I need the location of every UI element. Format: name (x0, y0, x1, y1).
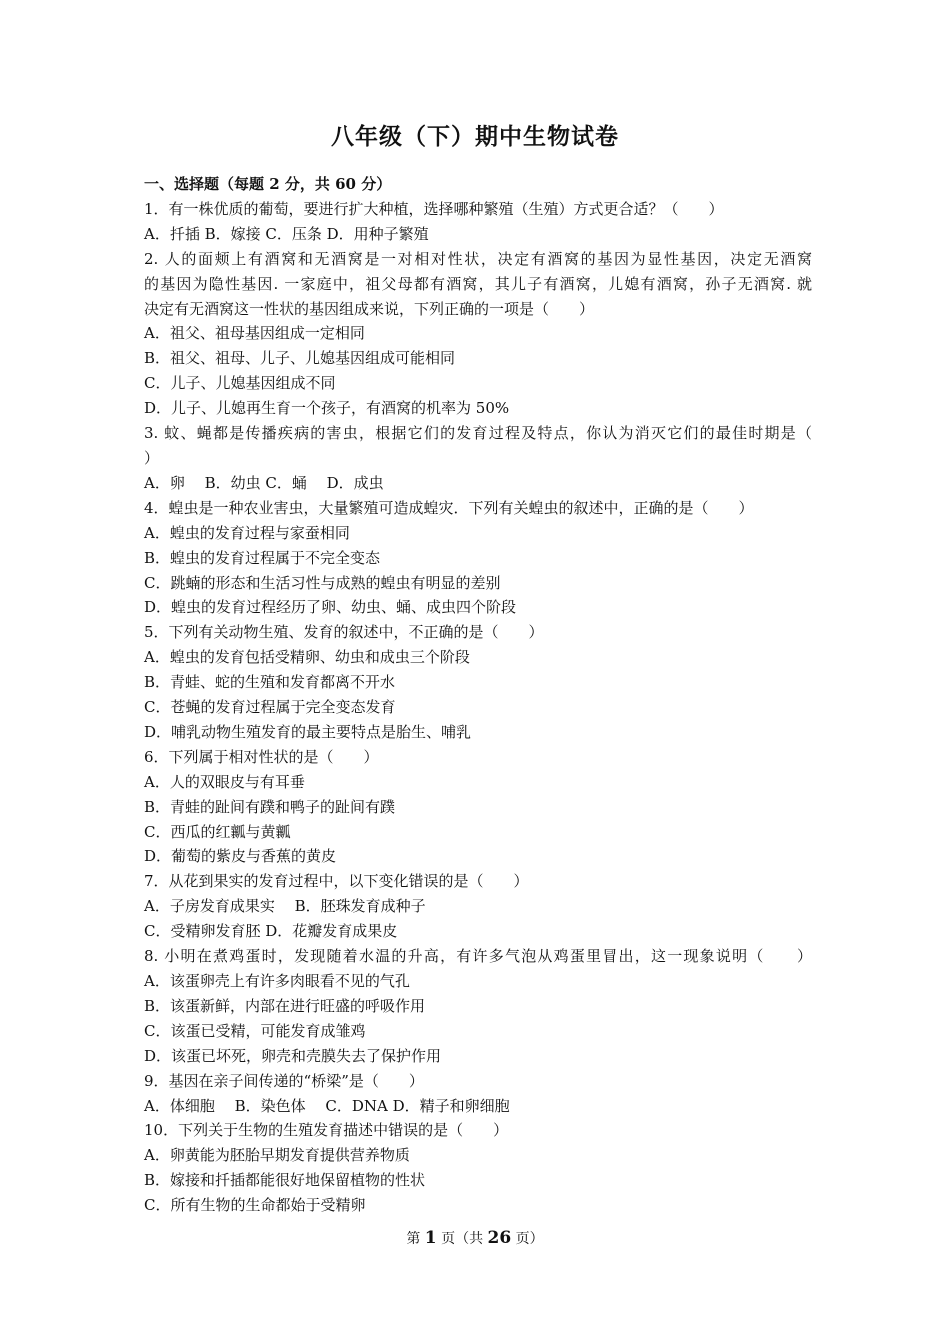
question-line: 决定有无酒窝这一性状的基因组成来说，下列正确的一项是（ ） (144, 299, 595, 318)
option-line: A．子房发育成果实 B．胚珠发育成种子 (144, 897, 426, 916)
footer-suffix: 页） (511, 1231, 544, 1247)
option-line: D．哺乳动物生殖发育的最主要特点是胎生、哺乳 (144, 722, 472, 741)
option-line: D．蝗虫的发育过程经历了卵、幼虫、蛹、成虫四个阶段 (144, 598, 517, 617)
question-line: 9．基因在亲子间传递的“桥梁”是（ ） (144, 1071, 424, 1090)
option-line: D．葡萄的紫皮与香蕉的黄皮 (144, 847, 337, 866)
current-page-number: 1 (424, 1228, 437, 1248)
question-line: 1．有一株优质的葡萄，要进行扩大种植，选择哪种繁殖（生殖）方式更合适？（ ） (144, 199, 724, 218)
question-line: ） (144, 448, 160, 467)
option-line: C．所有生物的生命都始于受精卵 (144, 1196, 366, 1215)
footer-middle: 页（共 (436, 1231, 488, 1247)
question-line: 的基因为隐性基因. 一家庭中，祖父母都有酒窝，其儿子有酒窝，儿媳有酒窝，孙子无酒窝. 就 (144, 274, 812, 293)
option-line: A．人的双眼皮与有耳垂 (144, 772, 305, 791)
option-line: A．蝗虫的发育包括受精卵、幼虫和成虫三个阶段 (144, 648, 470, 667)
question-line: 6．下列属于相对性状的是（ ） (144, 747, 379, 766)
option-line: C．受精卵发育胚 D．花瓣发育成果皮 (144, 922, 398, 941)
question-line: 2. 人的面颊上有酒窝和无酒窝是一对相对性状，决定有酒窝的基因为显性基因，决定无酒窝 (144, 249, 812, 268)
question-body (144, 172, 812, 1218)
option-line: C．苍蝇的发育过程属于完全变态发育 (144, 698, 396, 717)
option-line: C．跳蝻的形态和生活习性与成熟的蝗虫有明显的差别 (144, 573, 501, 592)
option-line: D．该蛋已坏死，卵壳和壳膜失去了保护作用 (144, 1046, 442, 1065)
option-line: A．蝗虫的发育过程与家蚕相同 (144, 523, 350, 542)
option-line: A．祖父、祖母基因组成一定相同 (144, 324, 365, 343)
footer-prefix: 第 (406, 1231, 425, 1247)
option-line: B．嫁接和扦插都能很好地保留植物的性状 (144, 1171, 426, 1190)
option-line: C．该蛋已受精，可能发育成雏鸡 (144, 1021, 366, 1040)
question-line: 3. 蚊、蝇都是传播疾病的害虫，根据它们的发育过程及特点，你认为消灭它们的最佳时期是（ (144, 424, 812, 443)
option-line: B．祖父、祖母、儿子、儿媳基因组成可能相同 (144, 349, 456, 368)
option-line: A．体细胞 B．染色体 C．DNA D．精子和卵细胞 (144, 1096, 510, 1115)
option-line: D．儿子、儿媳再生育一个孩子，有酒窝的机率为 50% (144, 399, 510, 418)
total-page-count: 26 (487, 1228, 512, 1248)
section-heading: 一、选择题（每题 2 分，共 60 分） (144, 175, 392, 193)
page-title: 八年级（下）期中生物试卷 (331, 123, 619, 150)
option-line: A．卵黄能为胚胎早期发育提供营养物质 (144, 1146, 410, 1165)
option-line: A．卵 B．幼虫 C．蛹 D．成虫 (144, 473, 384, 492)
page-footer (0, 1228, 950, 1248)
option-line: B．青蛙的趾间有蹼和鸭子的趾间有蹼 (144, 797, 396, 816)
option-line: B．该蛋新鲜，内部在进行旺盛的呼吸作用 (144, 996, 426, 1015)
option-line: B．青蛙、蛇的生殖和发育都离不开水 (144, 673, 396, 692)
question-line: 4．蝗虫是一种农业害虫，大量繁殖可造成蝗灾．下列有关蝗虫的叙述中，正确的是（ ） (144, 498, 754, 517)
question-line: 5．下列有关动物生殖、发育的叙述中，不正确的是（ ） (144, 623, 544, 642)
option-line: B．蝗虫的发育过程属于不完全变态 (144, 548, 381, 567)
question-line: 8. 小明在煮鸡蛋时，发现随着水温的升高，有许多气泡从鸡蛋里冒出，这一现象说明（ ） (144, 947, 812, 966)
option-line: C．儿子、儿媳基因组成不同 (144, 374, 336, 393)
question-line: 7．从花到果实的发育过程中，以下变化错误的是（ ） (144, 872, 529, 891)
option-line: A．该蛋卵壳上有许多肉眼看不见的气孔 (144, 972, 410, 990)
option-line: C．西瓜的红瓤与黄瓤 (144, 822, 291, 841)
question-line: 10．下列关于生物的生殖发育描述中错误的是（ ） (144, 1121, 509, 1140)
option-line: A．扦插 B．嫁接 C．压条 D．用种子繁殖 (144, 224, 429, 243)
